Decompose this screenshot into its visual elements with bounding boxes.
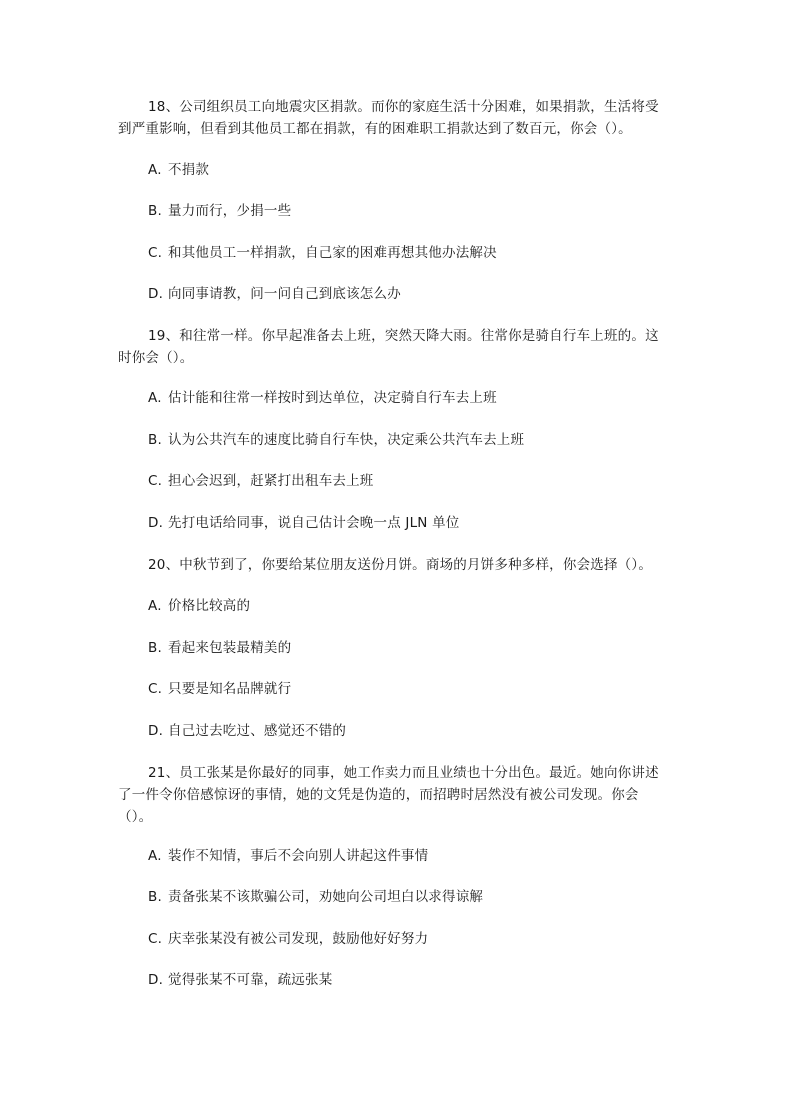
option-letter: B. <box>148 640 162 656</box>
option-letter: C. <box>148 473 163 489</box>
option-text: 看起来包装最精美的 <box>168 640 292 656</box>
option-letter: A. <box>148 390 162 406</box>
option-text: 担心会迟到，赶紧打出租车去上班 <box>168 473 374 489</box>
option-19-c <box>148 471 374 491</box>
option-text: 装作不知情，事后不会向别人讲起这件事情 <box>168 848 429 864</box>
option-letter: C. <box>148 931 163 947</box>
option-text: 不捐款 <box>168 162 210 178</box>
option-text: 向同事请教，问一问自己到底该怎么办 <box>168 286 401 302</box>
option-19-d <box>148 513 459 533</box>
option-letter: C. <box>148 681 163 697</box>
option-20-a <box>148 596 250 616</box>
option-20-c <box>148 679 291 699</box>
option-letter: D. <box>148 515 164 531</box>
option-text: 自己过去吃过、感觉还不错的 <box>168 723 347 739</box>
option-text: 量力而行，少捐一些 <box>168 203 292 219</box>
option-letter: A. <box>148 162 162 178</box>
option-letter: A. <box>148 848 162 864</box>
option-letter: D. <box>148 972 164 988</box>
question-21: 21、员工张某是你最好的同事，她工作卖力而且业绩也十分出色。最近。她向你讲述了一件令你倍感惊讶的事情，她的文凭是伪造的，而招聘时居然没有被公司发现。你会（）。 <box>118 765 659 825</box>
option-21-b <box>148 887 483 907</box>
option-text: 庆幸张某没有被公司发现，鼓励他好好努力 <box>168 931 429 947</box>
option-19-a <box>148 388 497 408</box>
option-18-c <box>148 243 497 263</box>
option-text: 认为公共汽车的速度比骑自行车快，决定乘公共汽车去上班 <box>168 432 525 448</box>
option-letter: A. <box>148 598 162 614</box>
option-letter: B. <box>148 203 162 219</box>
option-letter: B. <box>148 889 162 905</box>
option-text: 价格比较高的 <box>168 598 251 614</box>
option-18-b <box>148 201 291 221</box>
option-text: 估计能和往常一样按时到达单位，决定骑自行车去上班 <box>168 390 497 406</box>
option-text: 只要是知名品牌就行 <box>168 681 292 697</box>
option-21-a <box>148 846 428 866</box>
option-20-d <box>148 721 346 741</box>
option-text: 先打电话给同事，说自己估计会晚一点 JLN 单位 <box>168 515 460 531</box>
question-20: 20、中秋节到了，你要给某位朋友送份月饼。商场的月饼多种多样，你会选择（）。 <box>148 557 653 573</box>
option-21-c <box>148 929 428 949</box>
option-18-a <box>148 160 209 180</box>
option-letter: C. <box>148 245 163 261</box>
option-21-d <box>148 970 332 990</box>
option-text: 觉得张某不可靠，疏远张某 <box>168 972 333 988</box>
option-letter: D. <box>148 723 164 739</box>
question-19: 19、和往常一样。你早起准备去上班，突然天降大雨。往常你是骑自行车上班的。这时你会（）。 <box>118 328 659 366</box>
option-20-b <box>148 638 291 658</box>
option-text: 和其他员工一样捐款，自己家的困难再想其他办法解决 <box>168 245 497 261</box>
option-18-d <box>148 284 401 304</box>
option-19-b <box>148 430 524 450</box>
option-letter: B. <box>148 432 162 448</box>
option-letter: D. <box>148 286 164 302</box>
question-18: 18、公司组织员工向地震灾区捐款。而你的家庭生活十分困难，如果捐款，生活将受到严重影响，但看到其他员工都在捐款，有的困难职工捐款达到了数百元，你会（）。 <box>118 99 659 137</box>
option-text: 责备张某不该欺骗公司，劝她向公司坦白以求得谅解 <box>168 889 484 905</box>
